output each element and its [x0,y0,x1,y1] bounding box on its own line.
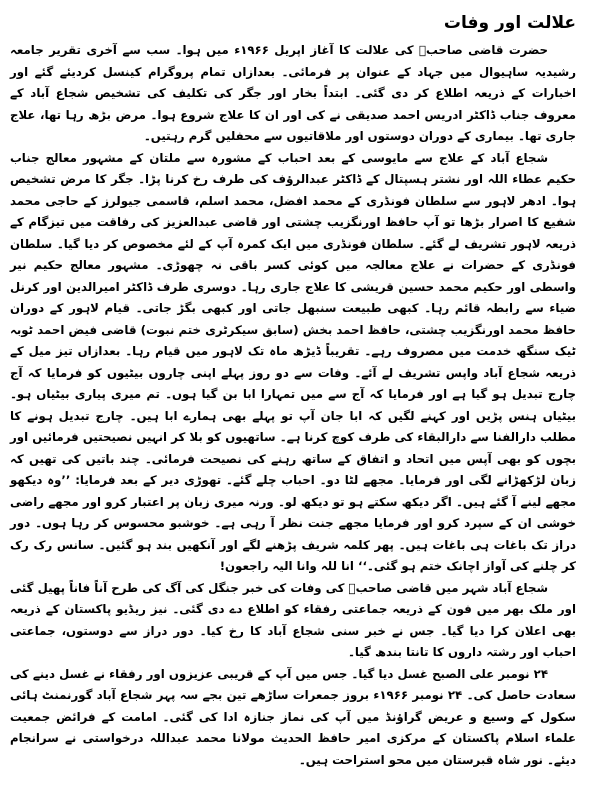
paragraph-illness-onset: حضرت قاضی صاحبؒ کی علالت کا آغاز اپریل ۱۹۶۶ء میں ہوا۔ سب سے آخری تقریر جامعہ رشیدیہ ساہیوال میں جہاد کے عنوان پر فرمائی۔ بعدازاں تمام پروگرام کینسل کردیئے گئے اور اخبارات کے ذریعہ اطلاع کر دی گئی۔ ابتداً بخار اور جگر کی تکلیف کی تشخیص شجاع آباد کے معروف جناب ڈاکٹر ادریس احمد صدیقی نے کی اور ان کا علاج شروع ہوا۔ مرض بڑھ رہا تھا، علاج جاری تھا۔ بیماری کے دوران دوستوں اور ملاقاتیوں سے محفلیں گرم رہتیں۔ [10,43,576,143]
paragraph-news-spread: شجاع آباد شہر میں قاضی صاحبؒ کی وفات کی خبر جنگل کی آگ کی طرح آناً فاناً پھیل گئی اور ملک بھر میں فون کے ذریعہ جماعتی رفقاء کو اطلاع دے دی گئی۔ نیز ریڈیو پاکستان کے ذریعہ بھی اعلان کرا دیا گیا۔ جس نے خبر سنی شجاع آباد کا رخ کیا۔ دور دراز سے دوستوں، جماعتی احباب اور رشتہ داروں کا تانتا بندھ گیا۔ [10,580,576,659]
paragraph-funeral: ۲۴ نومبر علی الصبح غسل دیا گیا۔ جس میں آپ کے قریبی عزیزوں اور رفقاء نے غسل دینے کی سعادت حاصل کی۔ ۲۴ نومبر ۱۹۶۶ء بروز جمعرات ساڑھے تین بجے سہ پہر شجاع آباد گورنمنٹ ہائی سکول کے وسیع و عریض گراؤنڈ میں آپ کی نماز جنازہ ادا کی گئی۔ امامت کے فرائض جمعیت علماء اسلام پاکستان کے مرکزی امیر حافظ الحدیث مولانا محمد عبداللہ درخواستی نے سرانجام دیئے۔ نور شاہ قبرستان میں محو استراحت ہیں۔ [10,666,576,767]
paragraph-treatment-and-death: شجاع آباد کے علاج سے مایوسی کے بعد احباب کے مشورہ سے ملتان کے مشہور معالج جناب حکیم عطاء اللہ اور نشتر ہسپتال کے ڈاکٹر عبدالرؤف کی طرف رخ کرنا پڑا۔ جگر کا مرض تشخیص ہوا۔ ادھر لاہور سے سلطان فونڈری کے محمد افضل، محمد اسلم، قاسمی جیولرز کے حاجی محمد شفیع کا اصرار بڑھا تو آپ حافظ اورنگزیب چشتی اور قاضی عبدالعزیز کی رفاقت میں تیزگام کے ذریعہ لاہور تشریف لے گئے۔ سلطان فونڈری میں ایک کمرہ آپ کے لئے مخصوص کر دیا گیا۔ سلطان فونڈری کے حضرات نے علاج معالجہ میں کوئی کسر باقی نہ چھوڑی۔ مشہور معالج حکیم نیر واسطی اور حکیم محمد حسین قریشی کا علاج جاری رہا۔ دوسری طرف ڈاکٹر امیرالدین اور کرنل ضیاء سے رابطہ قائم رہا۔ کبھی طبیعت سنبھل جاتی اور کبھی بگڑ جاتی۔ قیام لاہور کے دوران حافظ محمد اورنگزیب چشتی، حافظ احمد بخش (سابق سیکرٹری ختم نبوت) قاضی فیض احمد ٹوبہ ٹیک سنگھ خدمت میں مصروف رہے۔ تقریباً ڈیڑھ ماہ تک لاہور میں قیام رہا۔ بعدازاں تیز میل کے ذریعہ شجاع آباد واپس تشریف لے آئے۔ وفات سے دو روز پہلے اپنی چاروں بیٹیوں کو فرمایا کہ آج چارج تبدیل ہو گیا ہے اور فرمایا کہ آج سے میں تمہارا ابا بن گیا ہوں۔ تم میری پیاری بیٹیاں ہو۔ بیٹیاں ہنس پڑیں اور کہنے لگیں کہ ابا جان آپ تو پہلے بھی ہمارے ابا ہیں۔ چارج تبدیل ہونے کا مطلب دارالفنا سے دارالبقاء کی طرف کوچ کرنا ہے۔ ساتھیوں کو بلا کر انہیں نصیحتیں فرمائیں اور بچوں کو بھی آپس میں اتحاد و اتفاق کے ساتھ رہنے کی نصیحت فرمائی۔ چند باتیں کی تھیں کہ زبان لڑکھڑانے لگی اور فرمایا۔ مجھے لٹا دو۔ احباب چلے گئے۔ تھوڑی دیر کے بعد فرمایا: ’’وہ دیکھو مجھے لینے آ گئے ہیں۔ اگر دیکھ سکتے ہو تو دیکھ لو۔ ورنہ میری زبان پر اعتبار کرو اور مجھے راضی خوشی ان کے سپرد کرو اور فرمایا مجھے جنت نظر آ رہی ہے۔ خوشبو محسوس کر رہا ہوں۔ دور دراز تک باغات ہی باغات ہیں۔ پھر کلمہ شریف پڑھنے لگے اور آنکھیں بند ہو گئیں۔ سانس رک رک کر چلنے کی آواز اچانک ختم ہو گئی۔‘‘ انا للہ وانا الیہ راجعون! [10,150,576,573]
section-heading: علالت اور وفات [443,13,576,33]
body-text [10,40,576,771]
